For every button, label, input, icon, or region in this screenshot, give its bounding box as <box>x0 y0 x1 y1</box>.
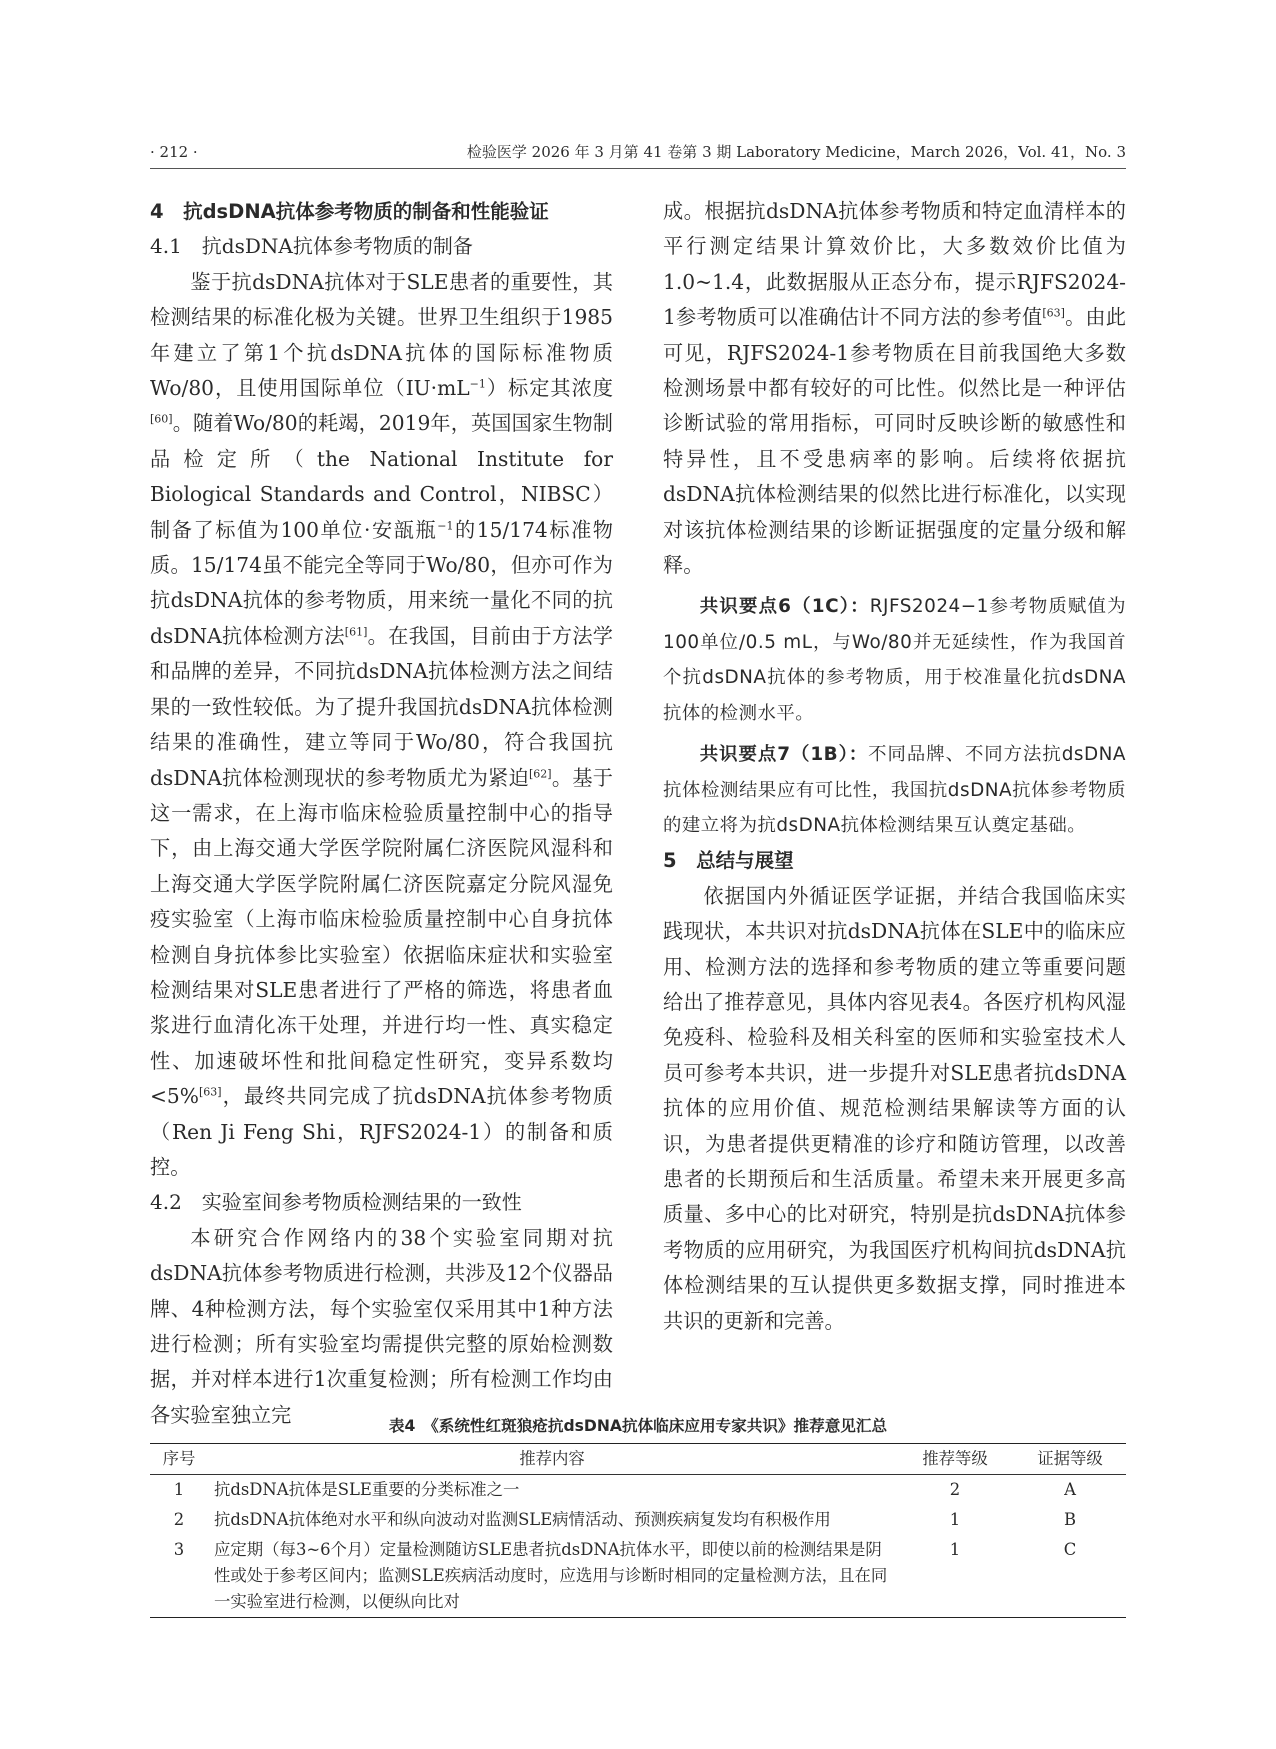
section-4-1-heading: 4.1 抗dsDNA抗体参考物质的制备 <box>150 234 473 259</box>
paragraph-summary: 依据国内外循证医学证据，并结合我国临床实践现状，本共识对抗dsDNA抗体在SLE中的临床应用、检测方法的选择和参考物质的建立等重要问题给出了推荐意见，具体内容见表4。各医疗机构风湿免疫科、检验科及相关科室的医师和实验室技术人员可参考本共识，进一步提升对SLE患者抗dsDNA抗体的应用价值、规范检测结果解读等方面的认识，为患者提供更精准的诊疗和随访管理，以改善患者的长期预后和生活质量。希望未来开展更多高质量、多中心的比对研究，特别是抗dsDNA抗体参考物质的应用研究，为我国医疗机构间抗dsDNA抗体检测结果的互认提供更多数据支撑，同时推进本共识的更新和完善。 <box>663 883 1126 1333</box>
header-recommendation-grade: 推荐等级 <box>896 1444 1014 1475</box>
section-4-2-heading: 4.2 实验室间参考物质检测结果的一致性 <box>150 1190 522 1215</box>
paragraph-reference-material-preparation: 鉴于抗dsDNA抗体对于SLE患者的重要性，其检测结果的标准化极为关键。世界卫生组织于1985年建立了第1个抗dsDNA抗体的国际标准物质Wo/80，且使用国际单位$(IU\cdot mL^{-1})$标定其浓度[60]。随着Wo/80的耗竭，2019年，英国国家生物制品检定所（the National Institute for Biological Standards and Control，NIBSC）制备了标值为100单位·安瓿瓶$^{-1}$的15/174标准物质。15/174虽不能完全等同于Wo/80，但亦可作为抗dsDNA抗体的参考物质，用来统一量化不同的抗dsDNA抗体检测方法[61]。在我国，目前由于方法学和品牌的差异，不同抗dsDNA抗体检测方法之间结果的一致性较低。为了提升我国抗dsDNA抗体检测结果的准确性，建立等同于Wo/80，符合我国抗dsDNA抗体检测现状的参考物质尤为紧迫[62]。基于这一需求，在上海市临床检验质量控制中心的指导下，由上海交通大学医学院附属仁济医院风湿科和上海交通大学医学院附属仁济医院嘉定分院风湿免疫实验室（上海市临床检验质量控制中心自身抗体检测自身抗体参比实验室）依据临床症状和实验室检测结果对SLE患者进行了严格的筛选，将患者血浆进行血清化冻干处理，并进行均一性、真实稳定性、加速破坏性和批间稳定性研究，变异系数均<5%[63]，最终共同完成了抗dsDNA抗体参考物质（Ren Ji Feng Shi，RJFS2024-1）的制备和质控。 <box>150 269 613 1179</box>
page-number: · 212 · <box>150 143 198 161</box>
citation-61: [61] <box>344 625 368 639</box>
citation-63b: [63] <box>1042 306 1065 320</box>
right-column <box>663 194 1126 1339</box>
section-5-heading: 5 总结与展望 <box>663 849 794 873</box>
table-row: 2 抗dsDNA抗体绝对水平和纵向波动对监测SLE病情活动、预测疾病复发均有积极作用 1 B <box>173 1510 1077 1529</box>
consensus-point-6: 共识要点6（1C）：RJFS2024−1参考物质赋值为100单位/0.5 mL，与Wo/80并无延续性，作为我国首个抗dsDNA抗体的参考物质，用于校准量化抗dsDNA抗体的检测水平。 <box>663 596 1127 724</box>
journal-citation: 检验医学 2026 年 3 月第 41 卷第 3 期 Laboratory Medicine，March 2026，Vol. 41，No. 3 <box>466 143 1126 161</box>
header-evidence-grade: 证据等级 <box>1014 1444 1126 1475</box>
citation-63: [63] <box>198 1085 222 1099</box>
table-row: 1 抗dsDNA抗体是SLE重要的分类标准之一 2 A <box>173 1480 1076 1499</box>
section-4-heading: 4 抗dsDNA抗体参考物质的制备和性能验证 <box>150 200 549 223</box>
paragraph-potency-ratio: 成。根据抗dsDNA抗体参考物质和特定血清样本的平行测定结果计算效价比，大多数效价比值为1.0~1.4，此数据服从正态分布，提示RJFS2024-1参考物质可以准确估计不同方法的参考值[63]。由此可见，RJFS2024-1参考物质在目前我国绝大多数检测场景中都有较好的可比性。似然比是一种评估诊断试验的常用指标，可同时反映诊断的敏感性和特异性，且不受患病率的影响。后续将依据抗dsDNA抗体检测结果的似然比进行标准化，以实现对该抗体检测结果的诊断证据强度的定量分级和解释。 <box>663 199 1126 578</box>
running-header <box>150 140 1126 169</box>
recommendation-table <box>150 1443 1126 1618</box>
header-number: 序号 <box>150 1444 208 1475</box>
left-column <box>150 194 613 1433</box>
paragraph-interlab-study: 本研究合作网络内的38个实验室同期对抗dsDNA抗体参考物质进行检测，共涉及12个仪器品牌、4种检测方法，每个实验室仅采用其中1种方法进行检测；所有实验室均需提供完整的原始检测数据，并对样本进行1次重复检测；所有检测工作均由各实验室独立完 <box>150 1225 613 1427</box>
header-content: 推荐内容 <box>208 1444 896 1475</box>
consensus-point-7: 共识要点7（1B）：不同品牌、不同方法抗dsDNA抗体检测结果应有可比性，我国抗dsDNA抗体参考物质的建立将为抗dsDNA抗体检测结果互认奠定基础。 <box>663 744 1126 836</box>
table-caption: 表4 《系统性红斑狼疮抗dsDNA抗体临床应用专家共识》推荐意见汇总 <box>388 1417 888 1435</box>
citation-60: [60] <box>150 412 173 426</box>
citation-62: [62] <box>529 766 552 780</box>
table-header-row <box>150 1444 1126 1475</box>
table-row: 3 应定期（每3~6个月）定量检测随访SLE患者抗dsDNA抗体水平，即使以前的检测结果是阴性或处于参考区间内；监测SLE疾病活动度时，应选用与诊断时相同的定量检测方法，且在同一实验室进行检测，以便纵向比对 1 C <box>150 1535 1126 1618</box>
